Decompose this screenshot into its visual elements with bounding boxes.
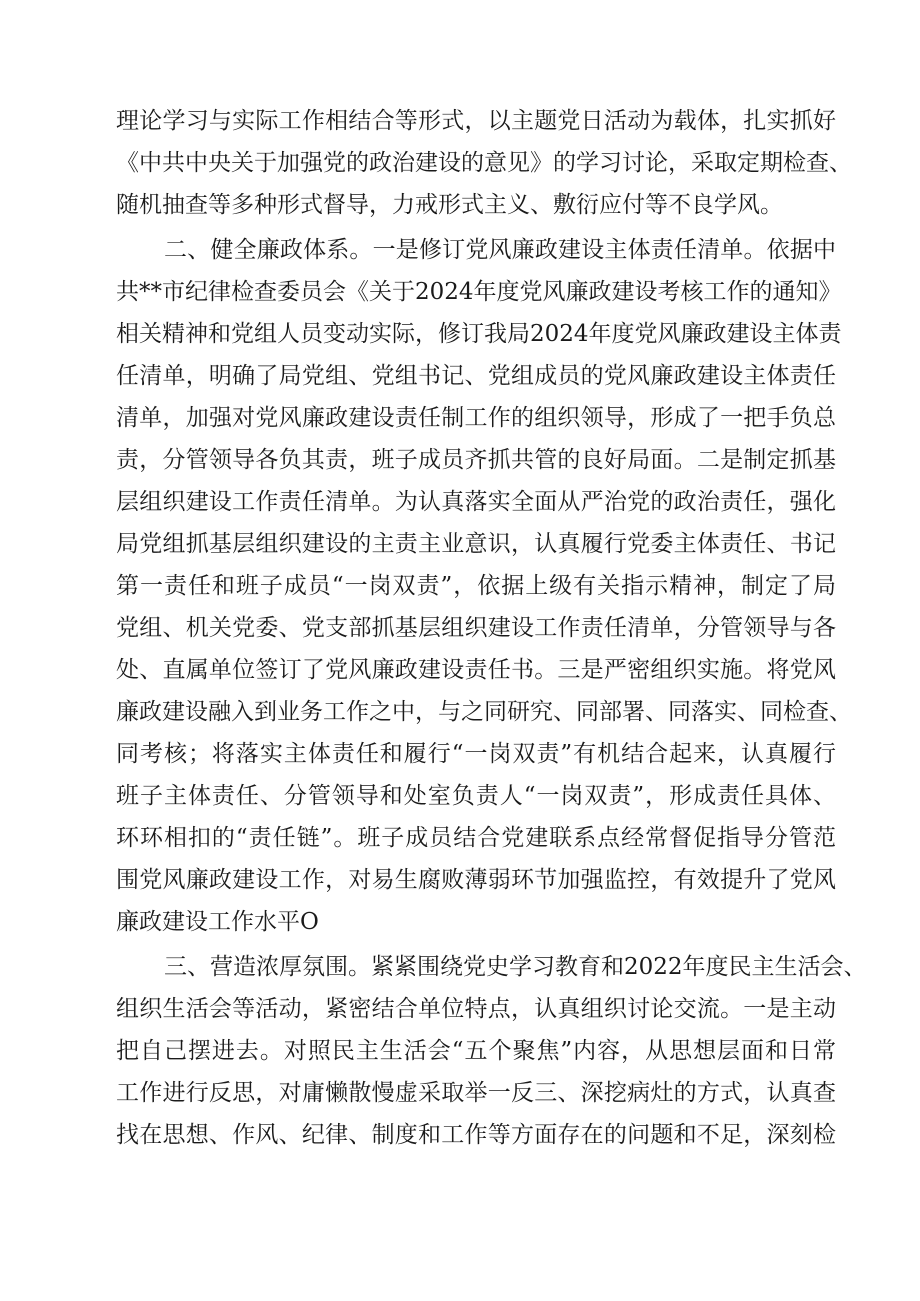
text-line: 廉政建设工作水平O: [116, 909, 319, 935]
text-line: 任清单，明确了局党组、党组书记、党组成员的党风廉政建设主体责任: [116, 363, 836, 389]
paragraph-heading-line: 三、营造浓厚氛围。紧紧围绕党史学习教育和2022年度民主生活会、: [164, 954, 867, 980]
text-line: 围党风廉政建设工作，对易生腐败薄弱环节加强监控，有效提升了党风: [116, 867, 836, 893]
text-line: 找在思想、作风、纪律、制度和工作等方面存在的问题和不足，深刻检: [116, 1122, 836, 1148]
text-line: 《中共中央关于加强党的政治建设的意见》的学习讨论，采取定期检查、: [116, 150, 852, 176]
text-line: 工作进行反思，对庸懒散慢虚采取举一反三、深挖病灶的方式，认真查: [116, 1080, 836, 1106]
text-line: 局党组抓基层组织建设的主责主业意识，认真履行党委主体责任、书记: [116, 531, 836, 557]
text-line: 党组、机关党委、党支部抓基层组织建设工作责任清单，分管领导与各: [116, 615, 836, 641]
text-line: 廉政建设融入到业务工作之中，与之同研究、同部署、同落实、同检查、: [116, 699, 852, 725]
text-line: 层组织建设工作责任清单。为认真落实全面从严治党的政治责任，强化: [116, 489, 836, 515]
text-line: 处、直属单位签订了党风廉政建设责任书。三是严密组织实施。将党风: [116, 657, 836, 683]
text-line: 环环相扣的“责任链”。班子成员结合党建联系点经常督促指导分管范: [116, 825, 836, 851]
text-line: 共**市纪律检查委员会《关于2024年度党风廉政建设考核工作的通知》: [116, 279, 842, 305]
paragraph-heading-line: 二、健全廉政体系。一是修订党风廉政建设主体责任清单。依据中: [164, 237, 836, 263]
text-line: 班子主体责任、分管领导和处室负责人“一岗双责”，形成责任具体、: [116, 783, 836, 809]
text-line: 清单，加强对党风廉政建设责任制工作的组织领导，形成了一把手负总: [116, 405, 836, 431]
text-line: 同考核；将落实主体责任和履行“一岗双责”有机结合起来，认真履行: [116, 741, 836, 767]
text-line: 把自己摆进去。对照民主生活会“五个聚焦”内容，从思想层面和日常: [116, 1038, 836, 1064]
text-line: 理论学习与实际工作相结合等形式，以主题党日活动为载体，扎实抓好: [116, 108, 836, 134]
text-line: 相关精神和党组人员变动实际，修订我局2024年度党风廉政建设主体责: [116, 321, 842, 347]
text-line: 责，分管领导各负其责，班子成员齐抓共管的良好局面。二是制定抓基: [116, 447, 836, 473]
text-line: 第一责任和班子成员“一岗双责”，依据上级有关指示精神，制定了局: [116, 573, 836, 599]
text-line: 随机抽查等多种形式督导，力戒形式主义、敷衍应付等不良学风。: [116, 192, 783, 218]
text-line: 组织生活会等活动，紧密结合单位特点，认真组织讨论交流。一是主动: [116, 996, 836, 1022]
